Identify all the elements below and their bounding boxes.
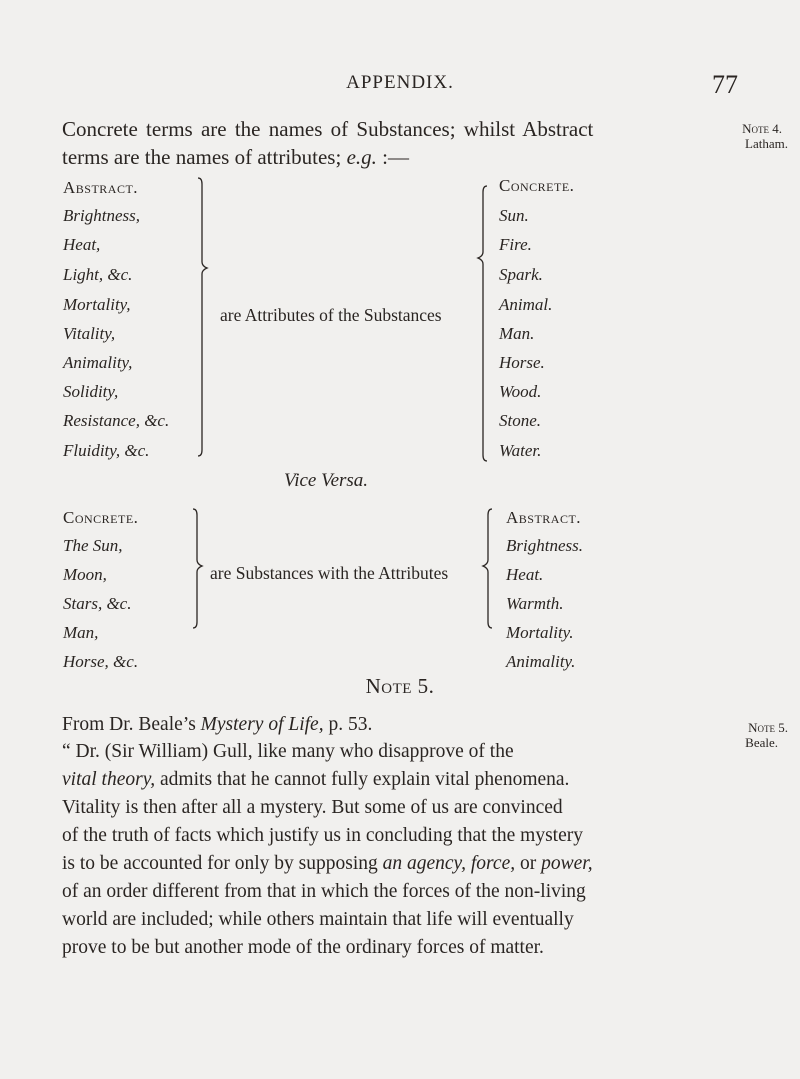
table2-left-item: Horse, &c. <box>63 652 139 671</box>
line3-rest: admits that he cannot fully explain vital phenomena. <box>155 769 570 790</box>
table2-right-heading: Abstract. <box>506 508 582 527</box>
note5-line-6 <box>62 853 593 875</box>
table1-left-item: Heat, <box>63 235 101 254</box>
line6-prefix: is to be accounted for only by supposing <box>62 853 383 874</box>
table2-right-item: Warmth. <box>506 594 564 613</box>
note-5-heading: Note 5. <box>365 674 435 698</box>
line6-or: or <box>515 853 542 874</box>
brace-1-left <box>198 178 207 456</box>
table1-left-item: Fluidity, &c. <box>63 441 150 460</box>
brace-1-right <box>478 186 487 461</box>
note5-line-2: “ Dr. (Sir William) Gull, like many who disapprove of the <box>62 741 514 762</box>
table1-right-item: Wood. <box>499 382 542 401</box>
eg-text: e.g. <box>346 145 377 169</box>
table1-left-item: Resistance, &c. <box>63 411 170 430</box>
intro-line-2 <box>62 145 409 170</box>
brace-2-left <box>193 509 202 628</box>
table1-right-item: Spark. <box>499 265 543 284</box>
table1-right-item: Fire. <box>499 235 532 254</box>
table2-left-item: Stars, &c. <box>63 594 132 613</box>
table1-right-item: Man. <box>499 324 535 343</box>
note5-line-1 <box>62 714 372 736</box>
note5-line-4: Vitality is then after all a mystery. But some of us are convinced <box>62 797 563 818</box>
table2-right-item: Mortality. <box>506 623 574 642</box>
table1-left-heading: Abstract. <box>63 178 139 197</box>
table1-right-item: Water. <box>499 441 542 460</box>
source-title: Mystery of Life, <box>200 714 324 735</box>
margin-note-4-name: Latham. <box>745 136 788 151</box>
table2-right-item: Animality. <box>506 652 576 671</box>
table2-right-item: Heat. <box>506 565 544 584</box>
vital-theory-text: vital theory, <box>62 769 156 790</box>
table1-left-item: Mortality, <box>63 295 131 314</box>
vice-versa-label: Vice Versa. <box>284 470 369 491</box>
table1-left-item: Light, &c. <box>63 265 133 284</box>
table2-left-heading: Concrete. <box>63 508 139 527</box>
intro-line-1: Concrete terms are the names of Substances; whilst Abstract <box>62 117 594 141</box>
margin-note-5-title: Note 5. <box>748 720 788 735</box>
table1-right-item: Animal. <box>499 295 553 314</box>
table2-left-item: Man, <box>63 623 99 642</box>
table1-left-item: Animality, <box>63 353 133 372</box>
table1-left-item: Brightness, <box>63 206 140 225</box>
note5-line-9: prove to be but another mode of the ordinary forces of matter. <box>62 937 544 958</box>
margin-note-5-name: Beale. <box>745 735 778 750</box>
intro-text: terms are the names of attributes; <box>62 145 347 169</box>
note5-line-8: world are included; while others maintain that life will eventually <box>62 909 574 930</box>
running-head: APPENDIX. <box>346 72 454 93</box>
table2-left-item: The Sun, <box>63 536 123 555</box>
table2-middle-text: are Substances with the Attributes <box>210 563 449 583</box>
table1-right-item: Stone. <box>499 411 542 430</box>
brace-2-right <box>483 509 492 628</box>
agency-force-text: an agency, force, <box>382 853 516 874</box>
power-text: power, <box>541 853 593 874</box>
table1-left-item: Vitality, <box>63 324 116 343</box>
table1-right-item: Horse. <box>499 353 545 372</box>
table1-left-item: Solidity, <box>63 382 119 401</box>
note5-line-7: of an order different from that in which the forces of the non-living <box>62 881 586 902</box>
note5-line-3 <box>62 769 569 791</box>
note5-line-5: of the truth of facts which justify us in concluding that the mystery <box>62 825 583 846</box>
table1-middle-text: are Attributes of the Substances <box>220 305 442 325</box>
table2-right-item: Brightness. <box>506 536 583 555</box>
margin-note-4-title: Note 4. <box>742 121 782 136</box>
table2-left-item: Moon, <box>63 565 107 584</box>
source-prefix: From Dr. Beale’s <box>62 714 201 735</box>
table1-right-item: Sun. <box>499 206 529 225</box>
source-suffix: p. 53. <box>323 714 373 735</box>
table1-right-heading: Concrete. <box>499 176 575 195</box>
page-number: 77 <box>712 70 738 99</box>
intro-suffix: :— <box>376 145 409 169</box>
